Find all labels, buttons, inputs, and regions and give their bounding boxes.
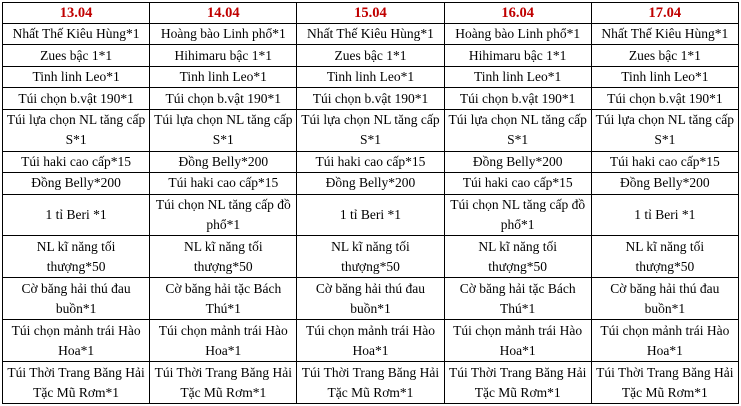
reward-cell: Đồng Belly*200 bbox=[591, 173, 738, 194]
reward-cell: Túi lựa chọn NL tăng cấp S*1 bbox=[150, 109, 297, 151]
reward-cell: Zues bậc 1*1 bbox=[297, 45, 444, 66]
reward-cell: Cờ băng hải tặc Bách Thú*1 bbox=[150, 278, 297, 320]
reward-cell: Túi chọn b.vật 190*1 bbox=[297, 88, 444, 109]
reward-cell: Túi Thời Trang Băng Hải Tặc Mũ Rơm*1 bbox=[444, 362, 591, 404]
reward-cell: Zues bậc 1*1 bbox=[591, 45, 738, 66]
reward-cell: Đồng Belly*200 bbox=[150, 151, 297, 172]
reward-cell: Túi lựa chọn NL tăng cấp S*1 bbox=[3, 109, 150, 151]
reward-cell: Túi haki cao cấp*15 bbox=[444, 173, 591, 194]
reward-cell: NL kĩ năng tối thượng*50 bbox=[591, 236, 738, 278]
table-row bbox=[3, 88, 739, 109]
reward-cell: Túi Thời Trang Băng Hải Tặc Mũ Rơm*1 bbox=[3, 362, 150, 404]
reward-cell: Tinh linh Leo*1 bbox=[150, 66, 297, 87]
reward-cell: Túi lựa chọn NL tăng cấp S*1 bbox=[444, 109, 591, 151]
reward-cell: Zues bậc 1*1 bbox=[3, 45, 150, 66]
reward-cell: NL kĩ năng tối thượng*50 bbox=[150, 236, 297, 278]
reward-cell: Túi Thời Trang Băng Hải Tặc Mũ Rơm*1 bbox=[150, 362, 297, 404]
table-row bbox=[3, 109, 739, 151]
reward-cell: Túi haki cao cấp*15 bbox=[3, 151, 150, 172]
reward-cell: Đồng Belly*200 bbox=[3, 173, 150, 194]
table-row bbox=[3, 194, 739, 236]
reward-cell: Túi chọn mảnh trái Hào Hoa*1 bbox=[444, 320, 591, 362]
reward-cell: Túi lựa chọn NL tăng cấp S*1 bbox=[297, 109, 444, 151]
date-header: 17.04 bbox=[591, 3, 738, 24]
reward-cell: Túi Thời Trang Băng Hải Tặc Mũ Rơm*1 bbox=[591, 362, 738, 404]
table-row bbox=[3, 151, 739, 172]
reward-schedule-table bbox=[2, 2, 739, 404]
reward-cell: NL kĩ năng tối thượng*50 bbox=[444, 236, 591, 278]
reward-cell: Nhất Thế Kiêu Hùng*1 bbox=[591, 24, 738, 45]
reward-cell: Cờ băng hải tặc Bách Thú*1 bbox=[444, 278, 591, 320]
reward-cell: Túi Thời Trang Băng Hải Tặc Mũ Rơm*1 bbox=[297, 362, 444, 404]
reward-cell: Hihimaru bậc 1*1 bbox=[150, 45, 297, 66]
reward-cell: Túi chọn mảnh trái Hào Hoa*1 bbox=[3, 320, 150, 362]
table-row bbox=[3, 362, 739, 404]
reward-cell: Túi haki cao cấp*15 bbox=[150, 173, 297, 194]
reward-cell: Hihimaru bậc 1*1 bbox=[444, 45, 591, 66]
reward-cell: 1 tỉ Beri *1 bbox=[3, 194, 150, 236]
reward-cell: 1 tỉ Beri *1 bbox=[591, 194, 738, 236]
reward-cell: Túi chọn NL tăng cấp đồ phổ*1 bbox=[150, 194, 297, 236]
reward-cell: Túi chọn b.vật 190*1 bbox=[3, 88, 150, 109]
table-row bbox=[3, 66, 739, 87]
reward-cell: Tinh linh Leo*1 bbox=[591, 66, 738, 87]
reward-cell: Túi lựa chọn NL tăng cấp S*1 bbox=[591, 109, 738, 151]
date-header: 13.04 bbox=[3, 3, 150, 24]
date-header: 14.04 bbox=[150, 3, 297, 24]
header-row bbox=[3, 3, 739, 24]
reward-cell: Tinh linh Leo*1 bbox=[297, 66, 444, 87]
reward-cell: NL kĩ năng tối thượng*50 bbox=[297, 236, 444, 278]
reward-cell: Túi chọn mảnh trái Hào Hoa*1 bbox=[591, 320, 738, 362]
table-row bbox=[3, 236, 739, 278]
reward-cell: Túi chọn mảnh trái Hào Hoa*1 bbox=[297, 320, 444, 362]
reward-cell: Túi chọn b.vật 190*1 bbox=[591, 88, 738, 109]
table-row bbox=[3, 45, 739, 66]
reward-cell: Tinh linh Leo*1 bbox=[444, 66, 591, 87]
reward-cell: Túi chọn b.vật 190*1 bbox=[150, 88, 297, 109]
reward-cell: Hoàng bào Linh phổ*1 bbox=[150, 24, 297, 45]
reward-cell: Túi chọn b.vật 190*1 bbox=[444, 88, 591, 109]
reward-cell: Nhất Thế Kiêu Hùng*1 bbox=[3, 24, 150, 45]
reward-cell: Tinh linh Leo*1 bbox=[3, 66, 150, 87]
reward-cell: Túi chọn mảnh trái Hào Hoa*1 bbox=[150, 320, 297, 362]
date-header: 16.04 bbox=[444, 3, 591, 24]
table-row bbox=[3, 173, 739, 194]
reward-cell: NL kĩ năng tối thượng*50 bbox=[3, 236, 150, 278]
reward-cell: Cờ băng hải thú đau buồn*1 bbox=[3, 278, 150, 320]
reward-cell: Túi haki cao cấp*15 bbox=[297, 151, 444, 172]
table-row bbox=[3, 320, 739, 362]
reward-cell: Nhất Thế Kiêu Hùng*1 bbox=[297, 24, 444, 45]
table-row bbox=[3, 24, 739, 45]
reward-cell: Hoàng bào Linh phổ*1 bbox=[444, 24, 591, 45]
reward-cell: Đồng Belly*200 bbox=[444, 151, 591, 172]
reward-cell: Đồng Belly*200 bbox=[297, 173, 444, 194]
reward-cell: Cờ băng hải thú đau buồn*1 bbox=[591, 278, 738, 320]
reward-cell: 1 tỉ Beri *1 bbox=[297, 194, 444, 236]
table-row bbox=[3, 278, 739, 320]
reward-cell: Túi chọn NL tăng cấp đồ phổ*1 bbox=[444, 194, 591, 236]
reward-cell: Túi haki cao cấp*15 bbox=[591, 151, 738, 172]
reward-cell: Cờ băng hải thú đau buồn*1 bbox=[297, 278, 444, 320]
date-header: 15.04 bbox=[297, 3, 444, 24]
